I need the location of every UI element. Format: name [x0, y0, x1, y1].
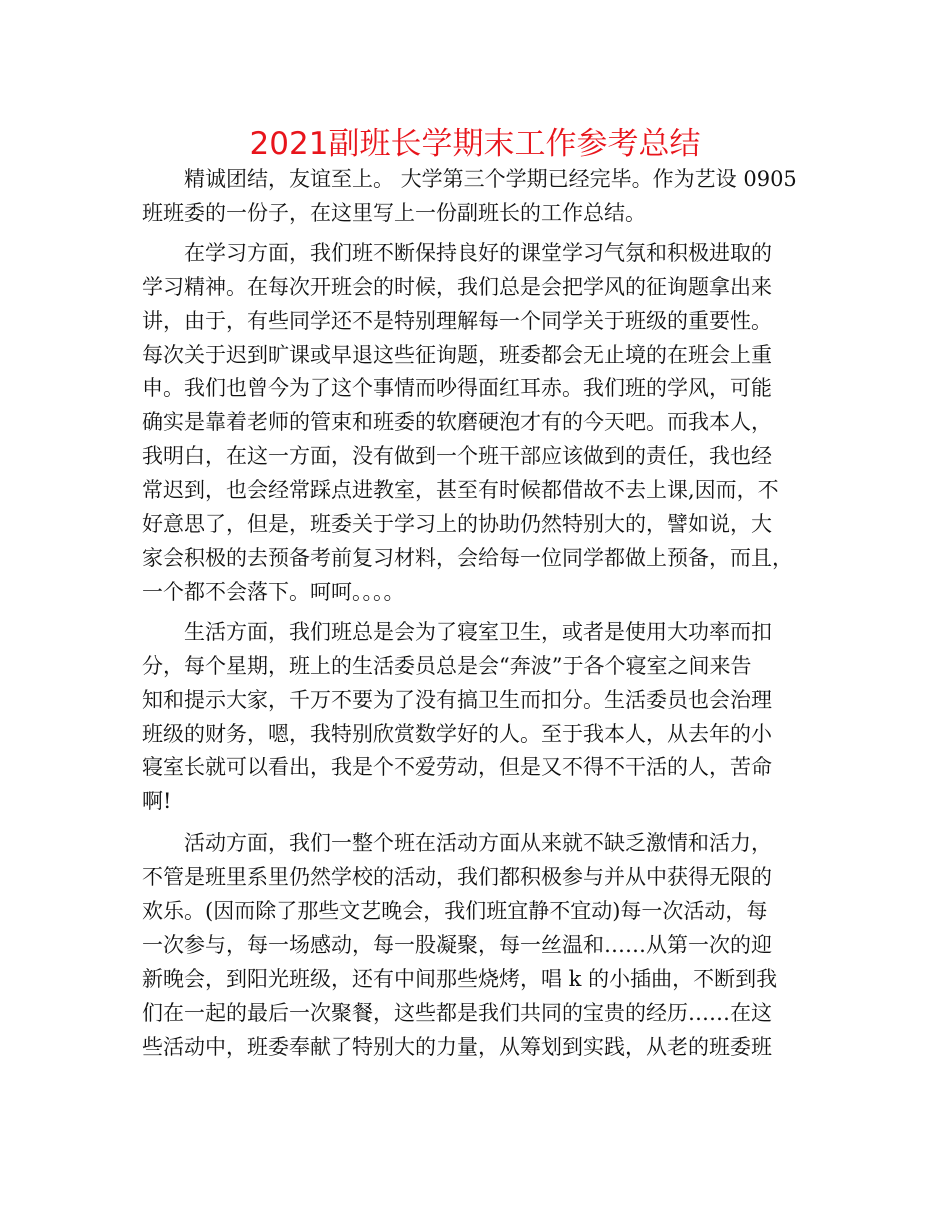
text-line: 一个都不会落下。呵呵。。。。: [142, 579, 405, 604]
text-line: 班级的财务，嗯，我特别欣赏数学好的人。至于我本人，从去年的小: [142, 721, 772, 746]
text-line: 确实是靠着老师的管束和班委的软磨硬泡才有的今天吧。而我本人，: [142, 410, 772, 435]
text-line: 家会积极的去预备考前复习材料，会给每一位同学都做上预备，而且，: [142, 545, 793, 570]
text-line: 寝室长就可以看出，我是个不爱劳动，但是又不得不干活的人，苦命: [142, 755, 772, 780]
text-line: 常迟到，也会经常踩点进教室，甚至有时候都借故不去上课,因而，不: [142, 478, 779, 503]
text-line: 一次参与，每一场感动，每一股凝聚，每一丝温和……从第一次的迎: [142, 932, 772, 957]
document-body: [142, 163, 810, 1065]
text-line: 不管是班里系里仍然学校的活动，我们都积极参与并从中获得无限的: [142, 865, 772, 890]
text-line: 每次关于迟到旷课或早退这些征询题，班委都会无止境的在班会上重: [142, 342, 772, 367]
text-line: 讲，由于，有些同学还不是特别理解每一个同学关于班级的重要性。: [142, 308, 772, 333]
paragraph-life: [142, 616, 810, 819]
text-line: 欢乐。(因而除了那些文艺晚会，我们班宜静不宜动)每一次活动，每: [142, 899, 768, 924]
paragraph-study: [142, 237, 810, 610]
text-line: 生活方面，我们班总是会为了寝室卫生，或者是使用大功率而扣: [184, 619, 772, 644]
text-line: 学习精神。在每次开班会的时候，我们总是会把学风的征询题拿出来: [142, 274, 772, 299]
text-line: 班班委的一份子，在这里写上一份副班长的工作总结。: [142, 200, 646, 225]
text-line: 我明白，在这一方面，没有做到一个班干部应该做到的责任，我也经: [142, 444, 772, 469]
text-line: 活动方面，我们一整个班在活动方面从来就不缺乏激情和活力，: [184, 831, 772, 856]
text-line: 在学习方面，我们班不断保持良好的课堂学习气氛和积极进取的: [184, 240, 772, 265]
text-line: 新晚会，到阳光班级，还有中间那些烧烤，唱 k 的小插曲，不断到我: [142, 966, 778, 991]
text-line: 精诚团结，友谊至上。 大学第三个学期已经完毕。作为艺设 0905: [184, 167, 797, 191]
paragraph-intro: [142, 163, 810, 231]
text-line: 啊!: [142, 789, 172, 814]
text-line: 些活动中，班委奉献了特别大的力量，从筹划到实践，从老的班委班: [142, 1034, 772, 1059]
text-line: 申。我们也曾今为了这个事情而吵得面红耳赤。我们班的学风，可能: [142, 376, 772, 401]
paragraph-activities: [142, 827, 810, 1064]
text-line: 好意思了，但是，班委关于学习上的协助仍然特别大的，譬如说，大: [142, 512, 772, 537]
text-line: 知和提示大家，千万不要为了没有搞卫生而扣分。生活委员也会治理: [142, 687, 772, 712]
text-line: 分，每个星期，班上的生活委员总是会“奔波”于各个寝室之间来告: [142, 653, 752, 678]
document-title: 2021副班长学期末工作参考总结: [249, 126, 701, 162]
text-line: 们在一起的最后一次聚餐，这些都是我们共同的宝贵的经历……在这: [142, 1000, 772, 1025]
